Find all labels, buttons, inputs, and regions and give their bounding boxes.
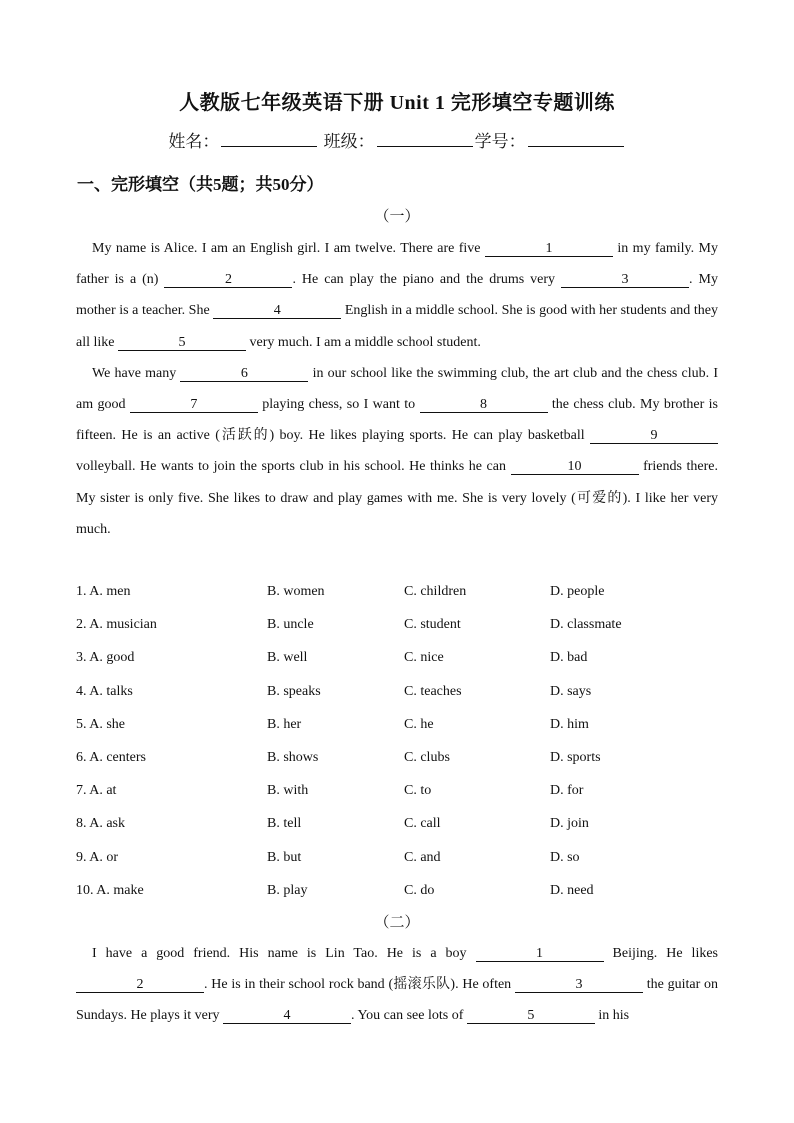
option-a[interactable]: 5. A. she (76, 716, 125, 732)
blank-2[interactable]: 2 (164, 272, 292, 288)
option-d[interactable]: D. says (550, 683, 592, 699)
class-label: 班级： (323, 132, 375, 151)
blank-4[interactable]: 4 (223, 1008, 351, 1024)
part-one-title: （一） (374, 209, 420, 225)
answer-options (76, 580, 718, 912)
blank-1[interactable]: 1 (476, 946, 604, 962)
option-a[interactable]: 9. A. or (76, 849, 118, 865)
passage-text: in our school like the swimming club, the art club and the chess club. I am good (76, 365, 718, 413)
option-d[interactable]: D. join (550, 816, 589, 832)
option-c[interactable]: C. nice (404, 650, 444, 666)
class-blank[interactable] (377, 132, 473, 147)
option-c[interactable]: C. he (404, 716, 434, 732)
option-a[interactable]: 7. A. at (76, 783, 117, 799)
blank-9[interactable]: 9 (590, 428, 718, 444)
part-two-title: （二） (374, 915, 420, 931)
option-d[interactable]: D. need (550, 882, 594, 898)
option-b[interactable]: B. well (267, 650, 308, 666)
option-d[interactable]: D. for (550, 783, 584, 799)
blank-1[interactable]: 1 (485, 241, 613, 257)
option-b[interactable]: B. shows (267, 749, 319, 765)
option-c[interactable]: C. to (404, 783, 432, 799)
option-c[interactable]: C. clubs (404, 749, 450, 765)
blank-8[interactable]: 8 (420, 397, 548, 413)
passage-text: I have a good friend. His name is Lin Tao. He is a boy (92, 946, 476, 961)
option-c[interactable]: C. children (404, 584, 467, 599)
option-d[interactable]: D. so (550, 849, 580, 865)
option-row (76, 580, 718, 613)
option-c[interactable]: C. teaches (404, 683, 462, 699)
blank-3[interactable]: 3 (561, 272, 689, 288)
section-heading: 一、完形填空（共5题；共50分） (77, 175, 324, 194)
option-d[interactable]: D. classmate (550, 617, 622, 633)
passage-two (76, 938, 718, 1032)
option-row (76, 812, 718, 845)
option-a[interactable]: 1. A. men (76, 584, 131, 599)
number-blank[interactable] (528, 132, 624, 147)
passage-one-paragraph-2 (76, 358, 718, 545)
option-d[interactable]: D. bad (550, 650, 588, 666)
blank-10[interactable]: 10 (511, 459, 639, 475)
option-b[interactable]: B. play (267, 882, 308, 898)
option-row (76, 846, 718, 879)
blank-4[interactable]: 4 (213, 303, 341, 319)
blank-5[interactable]: 5 (118, 335, 246, 351)
option-b[interactable]: B. speaks (267, 683, 321, 699)
option-c[interactable]: C. call (404, 816, 441, 832)
passage-text: friends there. My sister is only five. She likes to draw and play games with me. She is very lovely (可爱的). I like her very much. (76, 459, 718, 537)
option-row (76, 713, 718, 746)
passage-text: volleyball. He wants to join the sports club in his school. He thinks he can (76, 459, 511, 475)
passage-text: very much. I am a middle school student. (246, 334, 481, 350)
option-b[interactable]: B. tell (267, 816, 302, 832)
passage-text: the chess club. My brother is fifteen. He is an active (活跃的) boy. He likes playing sports. He can play basketball (76, 397, 719, 444)
passage-text: . You can see lots of (350, 1008, 467, 1024)
option-b[interactable]: B. her (267, 716, 302, 732)
option-a[interactable]: 6. A. centers (76, 749, 146, 765)
blank-6[interactable]: 6 (180, 366, 308, 382)
passage-text: the guitar on Sundays. He plays it very (76, 977, 718, 1024)
option-d[interactable]: D. people (550, 584, 605, 599)
name-blank[interactable] (221, 132, 317, 147)
option-b[interactable]: B. uncle (267, 617, 314, 633)
passage-text: playing chess, so I want to (257, 397, 420, 413)
student-info-line (0, 127, 794, 152)
passage-text: in my family. My father is a (n) (76, 241, 718, 288)
passage-one (76, 233, 718, 545)
passage-two-paragraph-1 (76, 938, 718, 1032)
option-a[interactable]: 4. A. talks (76, 683, 133, 699)
option-d[interactable]: D. sports (550, 749, 601, 765)
option-c[interactable]: C. student (404, 617, 461, 633)
option-a[interactable]: 10. A. make (76, 882, 144, 898)
option-c[interactable]: C. and (404, 849, 441, 865)
option-row (76, 879, 718, 912)
option-a[interactable]: 3. A. good (76, 650, 135, 666)
option-d[interactable]: D. him (550, 716, 589, 732)
option-b[interactable]: B. with (267, 783, 309, 799)
option-row (76, 680, 718, 713)
blank-3[interactable]: 3 (515, 977, 643, 993)
passage-text: English in a middle school. She is good with her students and they all like (76, 303, 718, 350)
passage-one-paragraph-1 (76, 233, 718, 358)
passage-text: . He can play the piano and the drums very (292, 272, 562, 288)
passage-text: . My mother is a teacher. She (76, 272, 718, 319)
option-row (76, 613, 718, 646)
passage-text: in his (594, 1008, 630, 1024)
name-label: 姓名： (168, 132, 220, 151)
passage-text: . He is in their school rock band (摇滚乐队). He often (204, 977, 515, 993)
page-title: 人教版七年级英语下册 Unit 1 完形填空专题训练 (179, 92, 615, 114)
option-a[interactable]: 8. A. ask (76, 816, 125, 832)
blank-7[interactable]: 7 (130, 397, 258, 413)
number-label: 学号： (474, 132, 526, 151)
passage-text: My name is Alice. I am an English girl. I am twelve. There are five (92, 241, 485, 256)
option-row (76, 646, 718, 679)
option-b[interactable]: B. women (267, 584, 325, 599)
option-row (76, 746, 718, 779)
blank-5[interactable]: 5 (467, 1008, 595, 1024)
passage-text: We have many (92, 365, 181, 381)
option-b[interactable]: B. but (267, 849, 302, 865)
option-row (76, 779, 718, 812)
blank-2[interactable]: 2 (76, 977, 204, 993)
option-c[interactable]: C. do (404, 882, 435, 898)
passage-text: Beijing. He likes (603, 946, 719, 961)
option-a[interactable]: 2. A. musician (76, 617, 157, 633)
